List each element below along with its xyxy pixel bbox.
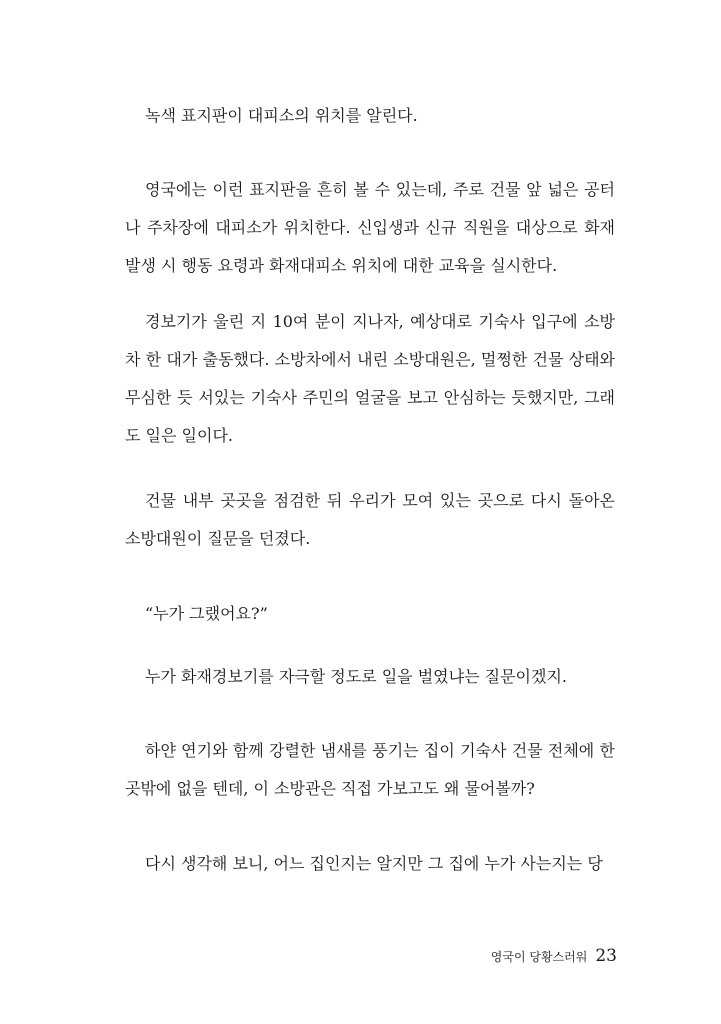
paragraph-7: 하얀 연기와 함께 강렬한 냄새를 풍기는 집이 기숙사 건물 전체에 한 곳밖에 없을 텐데, 이 소방관은 직접 가보고도 왜 물어볼까?: [125, 741, 615, 798]
paragraph-2: 영국에는 이런 표지판을 흔히 볼 수 있는데, 주로 건물 앞 넓은 공터나 주차장에 대피소가 위치한다. 신입생과 신규 직원을 대상으로 화재 발생 시 행동 요령과 화재대피소 위치에 대한 교육을 실시한다.: [125, 180, 615, 275]
paragraph-8: 다시 생각해 보니, 어느 집인지는 알지만 그 집에 누가 사는지는 당: [145, 854, 603, 873]
running-title: 영국이 당황스러워: [490, 950, 588, 964]
page-footer: [491, 946, 617, 966]
page-number: 23: [595, 946, 617, 966]
paragraph-5: “누가 그랬어요?”: [145, 604, 268, 623]
paragraph-3: 경보기가 울린 지 10여 분이 지나자, 예상대로 기숙사 입구에 소방차 한 대가 출동했다. 소방차에서 내린 소방대원은, 멀쩡한 건물 상태와 무심한 듯 서있는 기숙사 주민의 얼굴을 보고 안심하는 듯했지만, 그래도 일은 일이다.: [125, 312, 615, 445]
paragraph-4: 건물 내부 곳곳을 점검한 뒤 우리가 모여 있는 곳으로 다시 돌아온 소방대원이 질문을 던졌다.: [125, 491, 615, 548]
paragraph-6: 누가 화재경보기를 자극할 정도로 일을 벌였냐는 질문이겠지.: [145, 667, 568, 686]
paragraph-1: 녹색 표지판이 대피소의 위치를 알린다.: [145, 106, 418, 125]
